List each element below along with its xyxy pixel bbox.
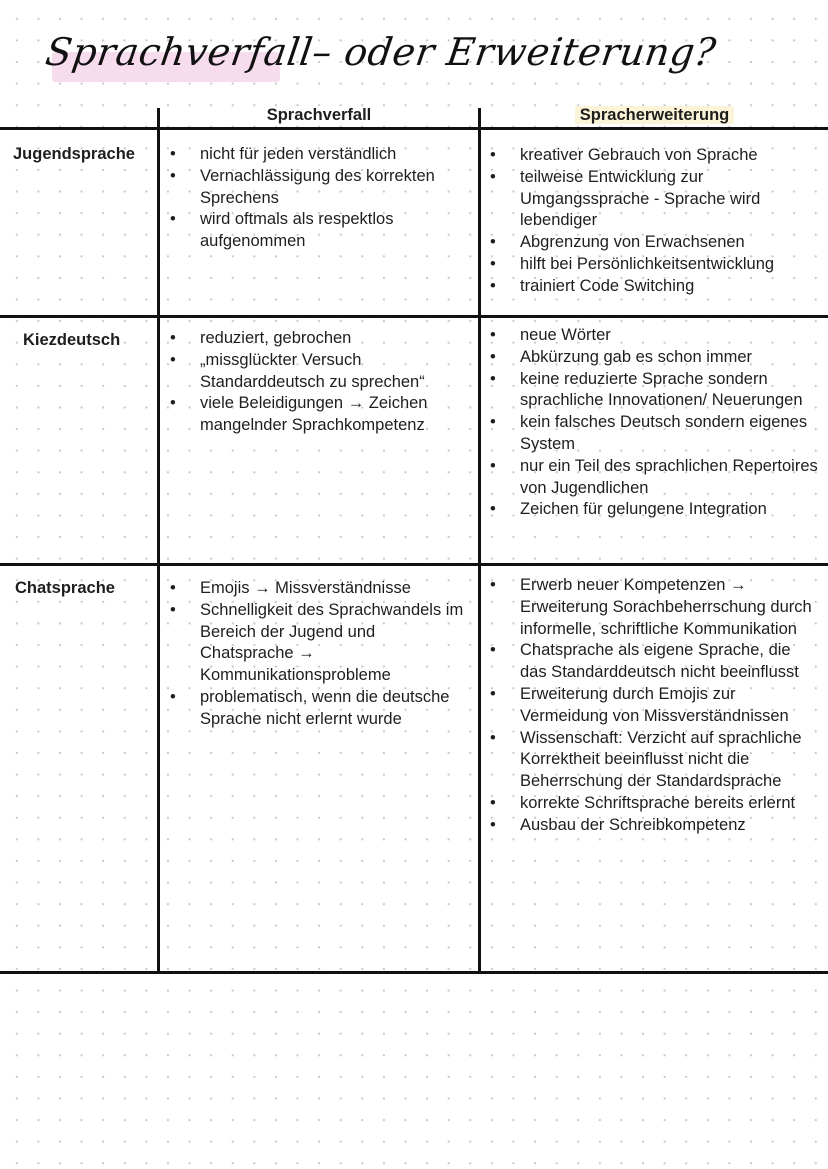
bullet-list — [170, 328, 470, 437]
list-item: • hilft bei Persönlichkeitsentwicklung — [490, 254, 820, 276]
list-item: • Erwerb neuer Kompetenzen → Erweiterung Sorachbeherrschung durch informelle, schriftliche Kommunikation — [490, 575, 820, 640]
list-item: • keine reduzierte Sprache sondern sprachliche Innovationen/ Neuerungen — [490, 369, 820, 413]
table-bottom-border — [0, 971, 828, 974]
bullet-list — [170, 578, 470, 731]
list-item: • Zeichen für gelungene Integration — [490, 499, 820, 521]
list-item: • trainiert Code Switching — [490, 276, 820, 298]
list-item: • problematisch, wenn die deutsche Sprache nicht erlernt wurde — [170, 687, 470, 731]
list-item: • Emojis → Missverständnisse — [170, 578, 470, 600]
list-item: • „missglückter Versuch Standarddeutsch zu sprechen“ — [170, 350, 470, 394]
cell-chatsprache-verfall — [170, 578, 470, 731]
list-item: • reduziert, gebrochen — [170, 328, 470, 350]
column-header-erweiterung-label: Spracherweiterung — [575, 106, 734, 124]
list-item: • kreativer Gebrauch von Sprache — [490, 145, 820, 167]
table-column-divider-1 — [157, 108, 160, 974]
list-item: • Wissenschaft: Verzicht auf sprachliche Korrektheit beeinflusst nicht die Beherrschung der Standardsprache — [490, 728, 820, 793]
list-item: • Schnelligkeit des Sprachwandels im Bereich der Jugend und Chatsprache → Kommunikationsprobleme — [170, 600, 470, 687]
list-item: • Ausbau der Schreibkompetenz — [490, 815, 820, 837]
list-item: • korrekte Schriftsprache bereits erlernt — [490, 793, 820, 815]
cell-jugendsprache-erweiterung — [490, 145, 820, 298]
list-item: • Vernachlässigung des korrekten Sprechens — [170, 166, 470, 210]
cell-chatsprache-erweiterung — [490, 575, 820, 837]
table-column-divider-2 — [478, 108, 481, 974]
list-item: • neue Wörter — [490, 325, 820, 347]
list-item: • Abkürzung gab es schon immer — [490, 347, 820, 369]
cell-jugendsprache-verfall — [170, 144, 470, 253]
bullet-list — [490, 325, 820, 521]
cell-kiezdeutsch-erweiterung — [490, 325, 820, 521]
table-header-divider — [0, 127, 828, 130]
bullet-list — [490, 575, 820, 837]
cell-kiezdeutsch-verfall — [170, 328, 470, 437]
table-row-divider-2 — [0, 563, 828, 566]
title-area — [42, 30, 719, 74]
row-label-kiezdeutsch: Kiezdeutsch — [23, 331, 121, 349]
list-item: • nur ein Teil des sprachlichen Repertoires von Jugendlichen — [490, 456, 820, 500]
row-label-jugendsprache: Jugendsprache — [13, 145, 135, 163]
column-header-erweiterung — [481, 104, 828, 126]
list-item: • kein falsches Deutsch sondern eigenes System — [490, 412, 820, 456]
page-title: Sprachverfall– oder Erweiterung? — [42, 30, 719, 74]
list-item: • Chatsprache als eigene Sprache, die das Standarddeutsch nicht beeinflusst — [490, 640, 820, 684]
table-row-divider-1 — [0, 315, 828, 318]
list-item: • wird oftmals als respektlos aufgenommen — [170, 209, 470, 253]
list-item: • teilweise Entwicklung zur Umgangssprache - Sprache wird lebendiger — [490, 167, 820, 232]
bullet-list — [490, 145, 820, 298]
list-item: • Abgrenzung von Erwachsenen — [490, 232, 820, 254]
list-item: • viele Beleidigungen → Zeichen mangelnder Sprachkompetenz — [170, 393, 470, 437]
column-header-verfall-label: Sprachverfall — [266, 106, 372, 124]
bullet-list — [170, 144, 470, 253]
list-item: • Erweiterung durch Emojis zur Vermeidung von Missverständnissen — [490, 684, 820, 728]
list-item: • nicht für jeden verständlich — [170, 144, 470, 166]
column-header-verfall — [160, 104, 478, 126]
row-label-chatsprache: Chatsprache — [15, 579, 115, 597]
